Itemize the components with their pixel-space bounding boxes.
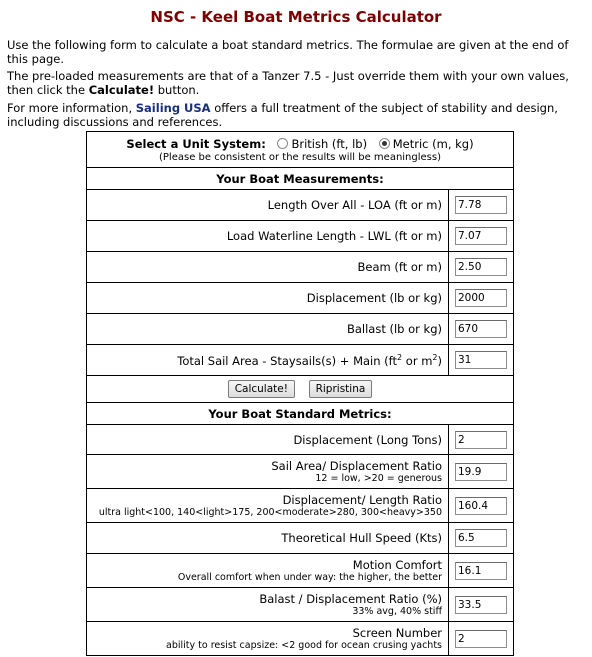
displacement-label: Displacement (lb or kg) [87, 283, 449, 314]
comfort-output[interactable] [455, 562, 507, 580]
calculate-button[interactable]: Calculate! [228, 380, 295, 398]
unit-note: (Please be consistent or the results will be meaningless) [159, 151, 441, 163]
info-text: For more information, [7, 101, 136, 115]
sail-area-cell [449, 345, 514, 376]
long-tons-label: Displacement (Long Tons) [87, 425, 449, 455]
screen-label-cell [87, 622, 449, 656]
metrics-header-row [87, 403, 514, 425]
instructions-text: The pre-loaded measurements are that of a Tanzer 7.5 - Just override them with your own values, then click the [7, 69, 569, 97]
page-title: NSC - Keel Boat Metrics Calculator [150, 8, 442, 26]
measurements-header: Your Boat Measurements: [87, 168, 514, 190]
comfort-note: Overall comfort when under way: the higher, the better [177, 572, 442, 583]
sail-area-input[interactable] [455, 351, 507, 369]
buttons-row [87, 376, 514, 403]
lwl-label: Load Waterline Length - LWL (ft or m) [87, 221, 449, 252]
info-paragraph [7, 101, 585, 129]
beam-label: Beam (ft or m) [87, 252, 449, 283]
beam-row [87, 252, 514, 283]
displacement-input[interactable] [455, 289, 507, 307]
instructions-paragraph [7, 69, 585, 97]
british-radio[interactable] [277, 138, 288, 149]
screen-note: ability to resist capsize: <2 good for ocean crusing yachts [166, 640, 442, 651]
sail-area-sup-m: 2 [432, 352, 438, 362]
disp-len-output[interactable] [455, 497, 507, 515]
loa-row [87, 190, 514, 221]
lwl-row [87, 221, 514, 252]
long-tons-output[interactable] [455, 431, 507, 449]
measurements-header-row [87, 168, 514, 190]
british-label[interactable]: British (ft, lb) [291, 136, 368, 151]
disp-len-note: ultra light<100, 140<light>175, 200<moderate>280, 300<heavy>350 [98, 507, 442, 518]
sailing-usa-link[interactable]: Sailing USA [135, 101, 211, 115]
unit-system-label: Select a Unit System [126, 136, 262, 151]
info-text-end: offers a full treatment of the subject of stability and design, including discussions and references. [7, 101, 558, 129]
hull-speed-cell [449, 523, 514, 554]
screen-row [87, 622, 514, 656]
beam-cell [449, 252, 514, 283]
disp-len-label-cell [87, 489, 449, 523]
instructions-text-end: button. [154, 83, 200, 97]
reset-button[interactable]: Ripristina [309, 380, 373, 398]
sail-area-sup-ft: 2 [397, 352, 403, 362]
sa-disp-output[interactable] [455, 463, 507, 481]
ballast-ratio-note: 33% avg, 40% stiff [352, 606, 442, 617]
ballast-ratio-row [87, 588, 514, 622]
sail-area-text: Total Sail Area - Staysails(s) + Main (ft [177, 353, 398, 368]
disp-len-cell [449, 489, 514, 523]
long-tons-cell [449, 425, 514, 455]
displacement-row [87, 283, 514, 314]
sa-disp-note: 12 = low, >20 = generous [315, 473, 442, 484]
screen-label: Screen Number [352, 626, 442, 640]
lwl-input[interactable] [455, 227, 507, 245]
loa-cell [449, 190, 514, 221]
hull-speed-label: Theoretical Hull Speed (Kts) [87, 523, 449, 554]
intro-paragraph: Use the following form to calculate a boat standard metrics. The formulae are given at the end of this page. [7, 38, 569, 66]
hull-speed-row [87, 523, 514, 554]
loa-label: Length Over All - LOA (ft or m) [87, 190, 449, 221]
ballast-ratio-cell [449, 588, 514, 622]
sail-area-text-end: ) [437, 353, 442, 368]
comfort-label-cell [87, 554, 449, 588]
comfort-label: Motion Comfort [352, 558, 442, 572]
lwl-cell [449, 221, 514, 252]
comfort-cell [449, 554, 514, 588]
ballast-cell [449, 314, 514, 345]
metric-label[interactable]: Metric (m, kg) [392, 136, 474, 151]
buttons-cell [87, 376, 514, 403]
sail-area-label [87, 345, 449, 376]
sa-disp-row [87, 455, 514, 489]
metric-radio[interactable] [379, 138, 390, 149]
ballast-input[interactable] [455, 320, 507, 338]
comfort-row [87, 554, 514, 588]
sa-disp-label-cell [87, 455, 449, 489]
disp-len-row [87, 489, 514, 523]
ballast-ratio-output[interactable] [455, 596, 507, 614]
loa-input[interactable] [455, 196, 507, 214]
ballast-row [87, 314, 514, 345]
beam-input[interactable] [455, 258, 507, 276]
screen-output[interactable] [455, 630, 507, 648]
disp-len-label: Displacement/ Length Ratio [282, 493, 442, 507]
calculate-reference: Calculate! [88, 83, 155, 97]
calculator-form [86, 131, 514, 656]
sa-disp-cell [449, 455, 514, 489]
ballast-ratio-label-cell [87, 588, 449, 622]
sa-disp-label: Sail Area/ Displacement Ratio [271, 459, 442, 473]
unit-system-colon: : [261, 136, 266, 151]
unit-system-cell [87, 132, 514, 168]
sail-area-text-mid: or m [402, 353, 433, 368]
ballast-label: Ballast (lb or kg) [87, 314, 449, 345]
sail-area-row [87, 345, 514, 376]
ballast-ratio-label: Balast / Displacement Ratio (%) [259, 592, 442, 606]
long-tons-row [87, 425, 514, 455]
hull-speed-output[interactable] [455, 529, 507, 547]
unit-system-row [87, 132, 514, 168]
displacement-cell [449, 283, 514, 314]
screen-cell [449, 622, 514, 656]
metrics-header: Your Boat Standard Metrics: [87, 403, 514, 425]
